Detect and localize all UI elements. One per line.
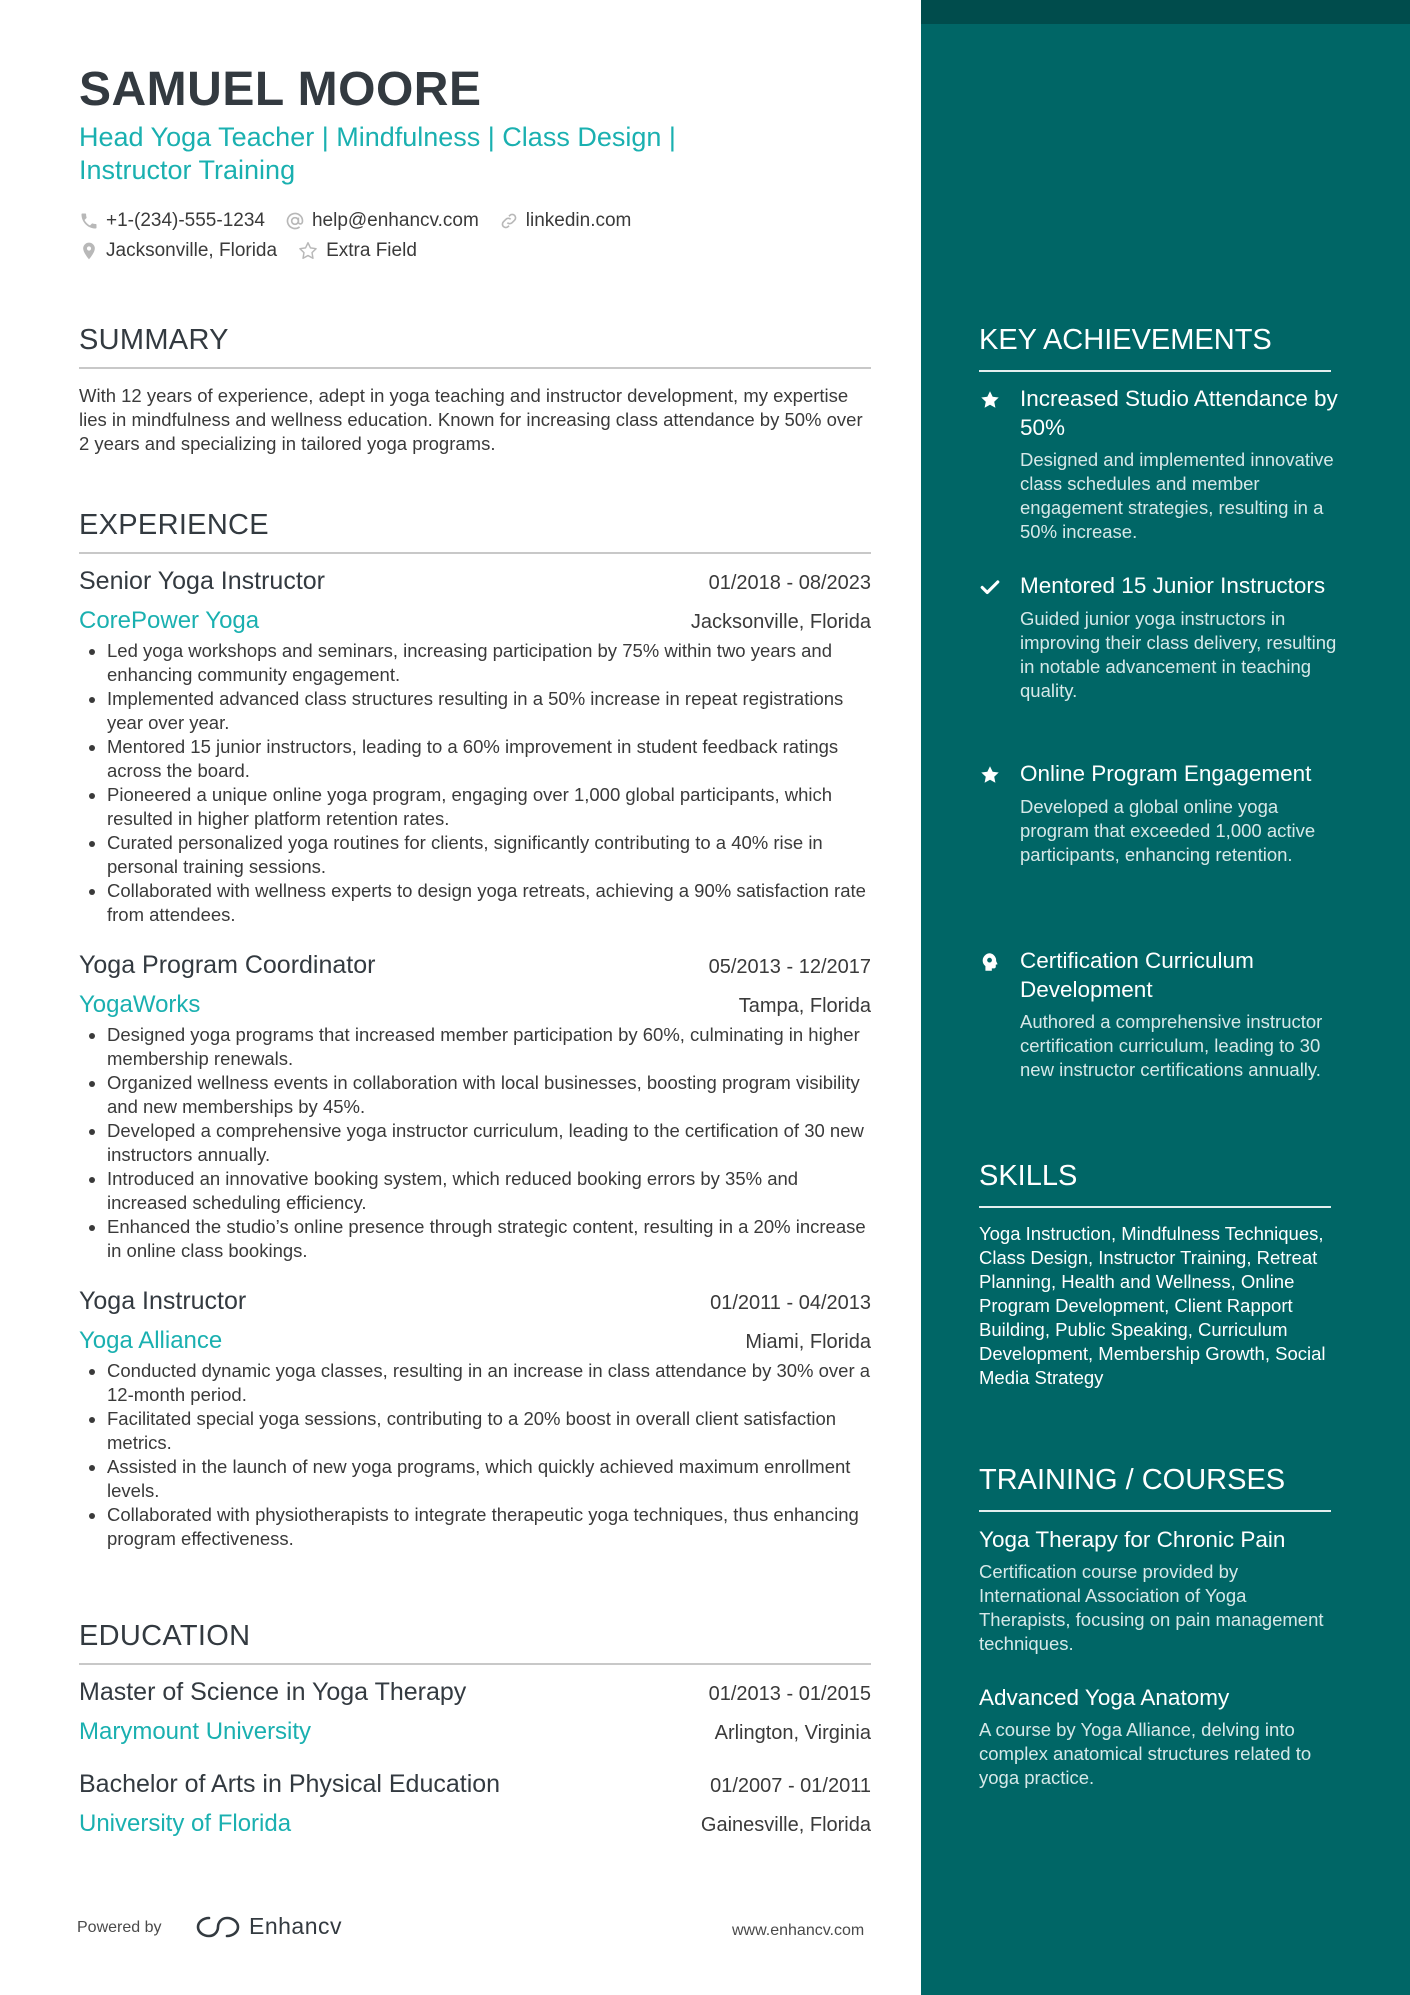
- job-title: Yoga Instructor: [79, 1287, 247, 1315]
- job-bullets: [79, 639, 871, 927]
- job-subheader: [79, 1327, 871, 1355]
- contact-email[interactable]: [285, 210, 479, 232]
- job-dates: 01/2011 - 04/2013: [710, 1292, 871, 1314]
- contact-info: [79, 206, 879, 266]
- achievement-desc: Authored a comprehensive instructor certification curriculum, leading to 30 new instructor certifications annually.: [1020, 1011, 1323, 1080]
- phone-text: +1-(234)-555-1234: [106, 210, 265, 231]
- enhancv-logo-text: Enhancv: [249, 1913, 343, 1939]
- job-bullet: • Implemented advanced class structures resulting in a 50% increase in repeat registrations year over year.: [107, 687, 871, 735]
- job-company: YogaWorks: [79, 991, 201, 1018]
- education-header: [79, 1770, 871, 1799]
- education-section: [79, 1620, 871, 1838]
- extra-text: Extra Field: [326, 240, 417, 261]
- school: Marymount University: [79, 1718, 312, 1745]
- headline: Head Yoga Teacher | Mindfulness | Class Design | Instructor Training: [79, 122, 676, 185]
- experience-title: EXPERIENCE: [79, 509, 269, 541]
- job-bullet: • Collaborated with wellness experts to design yoga retreats, achieving a 90% satisfaction rate from attendees.: [107, 879, 871, 927]
- degree: Master of Science in Yoga Therapy: [79, 1678, 467, 1706]
- education-location: Arlington, Virginia: [714, 1722, 871, 1744]
- check-icon: [979, 576, 1001, 598]
- education-location: Gainesville, Florida: [700, 1814, 871, 1836]
- degree: Bachelor of Arts in Physical Education: [79, 1770, 501, 1798]
- course-desc: A course by Yoga Alliance, delving into complex anatomical structures related to yoga practice.: [979, 1719, 1312, 1788]
- powered-by-label: Powered by: [77, 1919, 162, 1936]
- job-bullet: • Designed yoga programs that increased member participation by 60%, culminating in higher membership renewals.: [107, 1023, 871, 1071]
- skills-text: Yoga Instruction, Mindfulness Techniques, Class Design, Instructor Training, Retreat Planning, Health and Wellness, Online Program Development, Client Rapport Building, Public Speaking, Curriculum Development, Membership Growth, Social Media Strategy: [979, 1223, 1326, 1388]
- star-outline-icon: [297, 240, 319, 262]
- job-bullets: [79, 1359, 871, 1551]
- course-item: [979, 1684, 1331, 1790]
- achievement-title: Certification Curriculum Development: [1020, 948, 1254, 1002]
- contact-extra: [297, 240, 417, 262]
- achievement-item: [979, 385, 1339, 544]
- education-subheader: [79, 1810, 871, 1838]
- location-text: Jacksonville, Florida: [106, 240, 278, 261]
- skills-title: SKILLS: [979, 1160, 1078, 1192]
- course-title: Advanced Yoga Anatomy: [979, 1685, 1230, 1710]
- job-dates: 05/2013 - 12/2017: [708, 956, 871, 978]
- job-company: Yoga Alliance: [79, 1327, 223, 1354]
- summary-section: [79, 324, 871, 456]
- star-icon: [979, 764, 1001, 786]
- contact-phone[interactable]: [79, 210, 265, 232]
- training-divider: [979, 1510, 1331, 1512]
- education-dates: 01/2013 - 01/2015: [708, 1683, 871, 1705]
- education-subheader: [79, 1718, 871, 1746]
- job-bullet: • Enhanced the studio’s online presence through strategic content, resulting in a 20% increase in online class bookings.: [107, 1215, 871, 1263]
- job-bullets: [79, 1023, 871, 1263]
- education-entry: [79, 1678, 871, 1746]
- achievement-item: [979, 572, 1339, 703]
- experience-section: [79, 509, 871, 1551]
- contact-row-1: [79, 206, 879, 236]
- at-icon: [285, 211, 305, 231]
- job-bullet: • Conducted dynamic yoga classes, resulting in an increase in class attendance by 30% over a 12-month period.: [107, 1359, 871, 1407]
- job-location: Miami, Florida: [745, 1331, 871, 1353]
- experience-divider: [79, 552, 871, 554]
- job-bullet: • Pioneered a unique online yoga program, engaging over 1,000 global participants, which resulted in higher platform retention rates.: [107, 783, 871, 831]
- job-header: [79, 951, 871, 980]
- summary-text: With 12 years of experience, adept in yoga teaching and instructor development, my expertise lies in mindfulness and wellness education. Known for increasing class attendance by 50% over 2 years and specializing in tailored yoga programs.: [79, 385, 863, 454]
- summary-divider: [79, 367, 871, 369]
- skills-divider: [979, 1206, 1331, 1208]
- achievement-desc: Developed a global online yoga program that exceeded 1,000 active participants, enhancing retention.: [1020, 795, 1316, 865]
- enhancv-logo-icon: [195, 1914, 241, 1940]
- job-bullet: • Introduced an innovative booking system, which reduced booking errors by 35% and increased scheduling efficiency.: [107, 1167, 871, 1215]
- enhancv-logo[interactable]: [195, 1913, 342, 1940]
- sidebar-top-band: [921, 0, 1410, 24]
- contact-location: [79, 240, 277, 262]
- education-title: EDUCATION: [79, 1620, 251, 1652]
- training-title: TRAINING / COURSES: [979, 1464, 1286, 1496]
- star-icon: [979, 389, 1001, 411]
- summary-title: SUMMARY: [79, 324, 229, 356]
- education-dates: 01/2007 - 01/2011: [710, 1775, 871, 1797]
- job-entry: [79, 951, 871, 1263]
- achievements-divider: [979, 370, 1331, 372]
- job-location: Jacksonville, Florida: [690, 611, 871, 633]
- job-location: Tampa, Florida: [738, 995, 871, 1017]
- map-pin-icon: [79, 241, 99, 261]
- job-entry: [79, 1287, 871, 1551]
- linkedin-text: linkedin.com: [525, 210, 632, 231]
- job-title: Senior Yoga Instructor: [79, 567, 325, 595]
- footer-url[interactable]: www.enhancv.com: [732, 1922, 865, 1939]
- achievement-desc: Guided junior yoga instructors in improving their class delivery, resulting in notable advancement in teaching quality.: [1020, 607, 1337, 701]
- phone-icon: [79, 211, 99, 231]
- achievement-item: [979, 947, 1339, 1082]
- job-subheader: [79, 991, 871, 1019]
- job-header: [79, 1287, 871, 1316]
- link-icon: [499, 211, 519, 231]
- education-entry: [79, 1770, 871, 1838]
- email-text: help@enhancv.com: [311, 210, 479, 231]
- job-company: CorePower Yoga: [79, 607, 260, 634]
- job-bullet: • Assisted in the launch of new yoga programs, which quickly achieved maximum enrollment levels.: [107, 1455, 871, 1503]
- achievement-title: Mentored 15 Junior Instructors: [1020, 573, 1326, 598]
- job-bullet: • Developed a comprehensive yoga instructor curriculum, leading to the certification of 30 new instructors annually.: [107, 1119, 871, 1167]
- job-entry: [79, 567, 871, 927]
- contact-linkedin[interactable]: [499, 210, 632, 232]
- job-header: [79, 567, 871, 596]
- candidate-name: SAMUEL MOORE: [79, 63, 482, 116]
- course-item: [979, 1526, 1331, 1656]
- job-subheader: [79, 607, 871, 635]
- achievement-item: [979, 760, 1339, 867]
- school: University of Florida: [79, 1810, 292, 1837]
- education-header: [79, 1678, 871, 1707]
- course-desc: Certification course provided by International Association of Yoga Therapists, focusing on pain management techniques.: [979, 1561, 1324, 1654]
- contact-row-2: [79, 236, 879, 266]
- job-title: Yoga Program Coordinator: [79, 951, 376, 979]
- job-bullet: • Facilitated special yoga sessions, contributing to a 20% boost in overall client satisfaction metrics.: [107, 1407, 871, 1455]
- brain-icon: [979, 951, 1001, 973]
- achievement-title: Increased Studio Attendance by 50%: [1020, 386, 1338, 440]
- job-bullet: • Curated personalized yoga routines for clients, significantly contributing to a 40% rise in personal training sessions.: [107, 831, 871, 879]
- job-bullet: • Mentored 15 junior instructors, leading to a 60% improvement in student feedback ratings across the board.: [107, 735, 871, 783]
- job-bullet: • Led yoga workshops and seminars, increasing participation by 75% within two years and enhancing community engagement.: [107, 639, 871, 687]
- achievement-title: Online Program Engagement: [1020, 761, 1312, 786]
- job-bullet: • Organized wellness events in collaboration with local businesses, boosting program visibility and new memberships by 45%.: [107, 1071, 871, 1119]
- achievements-title: KEY ACHIEVEMENTS: [979, 324, 1272, 356]
- job-dates: 01/2018 - 08/2023: [708, 572, 871, 594]
- achievement-desc: Designed and implemented innovative class schedules and member engagement strategies, resulting in a 50% increase.: [1020, 449, 1334, 542]
- job-bullet: • Collaborated with physiotherapists to integrate therapeutic yoga techniques, thus enhancing program effectiveness.: [107, 1503, 871, 1551]
- education-divider: [79, 1663, 871, 1665]
- course-title: Yoga Therapy for Chronic Pain: [979, 1527, 1286, 1552]
